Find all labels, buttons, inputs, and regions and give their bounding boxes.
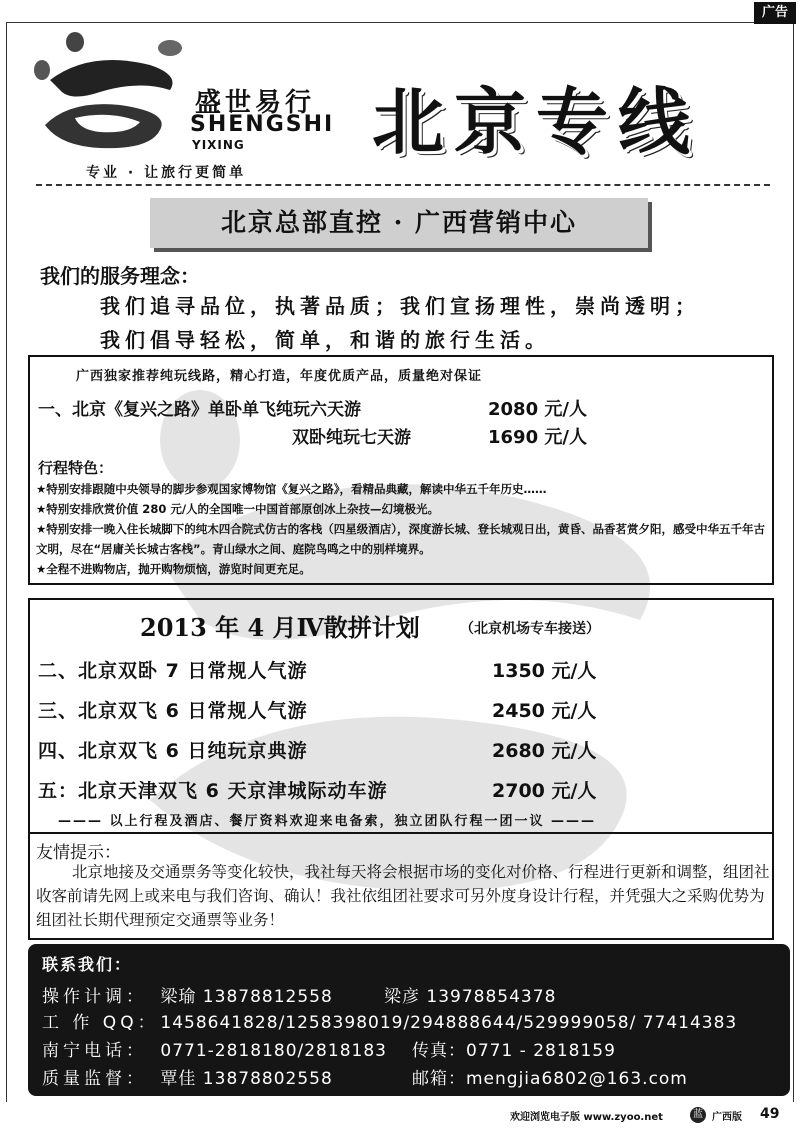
plan-note: ——— 以上行程及酒店、餐厅资料欢迎来电备索，独立团队行程一团一议 ——— [58, 814, 597, 829]
footer-edition: 广西版 [712, 1112, 742, 1123]
service-line-2: 我们倡导轻松，简单，和谐的旅行生活。 [100, 328, 550, 352]
service-title: 我们的服务理念： [40, 264, 200, 288]
brand-logo-icon [30, 30, 190, 160]
group-plan-box [28, 598, 774, 940]
feature-item: ★特别安排一晚入住长城脚下的纯木四合院式仿古的客栈（四星级酒店），深度游长城、登长城观日出，黄昏、品香茗赏夕阳，感受中华五千年古文明，尽在“居庸关长城古客栈”。青山绿水之间、庭院鸟鸣之中的别样境界。 [36, 522, 766, 556]
tour-row-name: 五：北京天津双飞 6 天京津城际动车游 [38, 780, 388, 802]
feature-item: ★全程不进购物店，抛开购物烦恼，游览时间更充足。 [36, 562, 311, 576]
tour-row-name: 三、北京双飞 6 日常规人气游 [38, 700, 308, 722]
featured-tour-box [28, 355, 774, 585]
brand-name-en-sub: YIXING [192, 138, 245, 152]
footer-badge: 蓝 [690, 1107, 706, 1123]
ad-tag: 广告 [754, 2, 796, 24]
header-divider [36, 184, 770, 186]
page-number: 49 [760, 1106, 780, 1122]
plan-subtitle: （北京机场专车接送） [460, 621, 600, 637]
service-line-1: 我们追寻品位，执著品质；我们宣扬理性，崇尚透明； [100, 294, 700, 318]
contact-label: 工 作 QQ： [42, 1013, 159, 1033]
contact-row-right: 传真：0771 - 2818159 [412, 1041, 616, 1061]
contact-value: 1458641828/1258398019/294888644/529999058/ 77414383 [160, 1013, 738, 1033]
feature-item: ★特别安排跟随中央领导的脚步参观国家博物馆《复兴之路》，看精品典藏，解读中华五千年历史…… [36, 482, 547, 496]
tour-row-price: 2450 元/人 [492, 700, 597, 722]
contact-label: 操作计调： [42, 987, 147, 1007]
contact-value: 梁瑜 13878812558 [160, 987, 333, 1007]
plan-title: 2013 年 4 月Ⅳ散拼计划 [140, 613, 420, 642]
page-footer [0, 1104, 800, 1128]
features-title: 行程特色： [38, 459, 114, 477]
tour-row-price: 2680 元/人 [492, 740, 597, 762]
tips-divider [30, 832, 772, 834]
featured-intro: 广西独家推荐纯玩线路，精心打造，年度优质产品，质量绝对保证 [76, 369, 483, 384]
feature-item: ★特别安排欣赏价值 280 元/人的全国唯一中国首部原创冰上杂技—幻境极光。 [36, 502, 440, 516]
tour-row-price: 2700 元/人 [492, 780, 597, 802]
featured-tour-2-name: 双卧纯玩七天游 [292, 428, 411, 448]
contact-panel [28, 944, 790, 1096]
footer-website: 欢迎浏览电子版 www.zyoo.net [510, 1112, 663, 1123]
page-title: 北京专线 [372, 80, 701, 164]
page-border-right [793, 22, 794, 1102]
contact-row [42, 982, 333, 1007]
brand-name-en: SHENGSHI [190, 112, 335, 137]
featured-tour-1-name: 一、北京《复兴之路》单卧单飞纯玩六天游 [38, 400, 361, 420]
contact-row-right: 梁彦 13978854378 [384, 987, 557, 1007]
contact-value: 覃佳 13878802558 [160, 1069, 333, 1089]
featured-tour-1-price: 2080 元/人 [488, 399, 587, 420]
page-border-left [6, 22, 7, 1102]
tour-row-price: 1350 元/人 [492, 660, 597, 682]
contact-row [42, 1064, 333, 1089]
contact-row [42, 1036, 387, 1061]
contact-row-right: 邮箱：mengjia6802@163.com [412, 1069, 688, 1089]
page-border-top [6, 22, 794, 23]
contact-title: 联系我们： [42, 955, 133, 974]
hq-banner: 北京总部直控 · 广西营销中心 [150, 198, 648, 248]
tour-row-name: 二、北京双卧 7 日常规人气游 [38, 660, 308, 682]
featured-tour-2-price: 1690 元/人 [488, 427, 587, 448]
contact-label: 南宁电话： [42, 1041, 147, 1061]
tour-row-name: 四、北京双飞 6 日纯玩京典游 [38, 740, 308, 762]
brand-name-cn: 盛世易行 [195, 88, 316, 118]
tips-title: 友情提示： [36, 843, 121, 863]
contact-label: 质量监督： [42, 1069, 147, 1089]
contact-row [42, 1008, 737, 1033]
brand-slogan: 专业 · 让旅行更简单 [86, 165, 247, 181]
contact-value: 0771-2818180/2818183 [160, 1041, 387, 1061]
tips-text: 北京地接及交通票务等变化较快，我社每天将会根据市场的变化对价格、行程进行更新和调整，组团社收客前请先网上或来电与我们咨询、确认！我社依组团社要求可另外度身设计行程，并凭强大之采购优势为组团社长期代理预定交通票等业务！ [36, 863, 770, 929]
